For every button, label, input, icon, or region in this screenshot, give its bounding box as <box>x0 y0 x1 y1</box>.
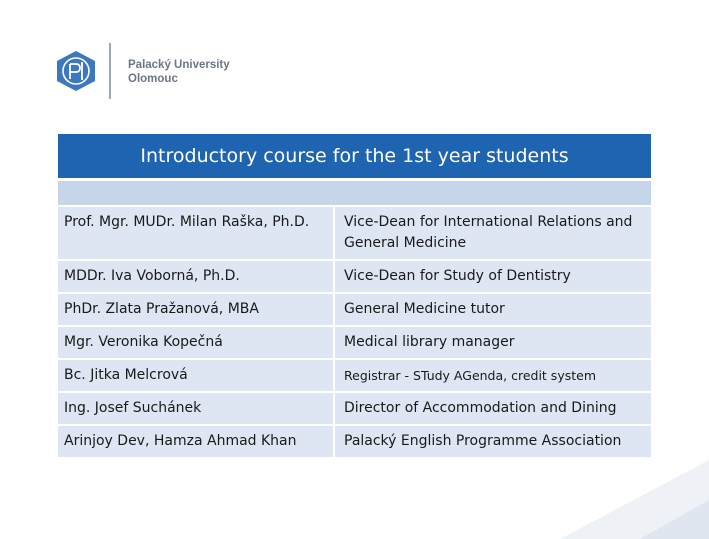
staff-name: Mgr. Veronika Kopečná <box>58 327 335 358</box>
staff-role: Vice-Dean for International Relations and General Medicine <box>344 214 633 251</box>
table-row <box>58 261 651 294</box>
staff-role: Registrar - STudy AGenda, credit system <box>344 368 597 383</box>
staff-role: Palacký English Programme Association <box>344 433 622 449</box>
table-row <box>58 327 651 360</box>
staff-name: MDDr. Iva Voborná, Ph.D. <box>58 261 335 292</box>
university-name <box>128 58 230 86</box>
table-title: Introductory course for the 1st year students <box>58 134 651 178</box>
staff-name: Bc. Jitka Melcrová <box>58 360 335 391</box>
staff-role: General Medicine tutor <box>344 301 505 317</box>
staff-name: Prof. Mgr. MUDr. Milan Raška, Ph.D. <box>58 207 335 259</box>
table-row <box>58 294 651 327</box>
staff-name: PhDr. Zlata Pražanová, MBA <box>58 294 335 325</box>
table-row <box>58 360 651 393</box>
staff-role: Medical library manager <box>344 334 515 350</box>
staff-role: Vice-Dean for Study of Dentistry <box>344 268 571 284</box>
table-row <box>58 393 651 426</box>
staff-table <box>58 134 651 459</box>
staff-name: Arinjoy Dev, Hamza Ahmad Khan <box>58 426 335 457</box>
staff-name: Ing. Josef Suchánek <box>58 393 335 424</box>
logo-divider <box>109 43 111 99</box>
table-row <box>58 207 651 261</box>
university-emblem-icon <box>55 50 97 92</box>
table-header-spacer <box>58 181 651 207</box>
university-name-line2: Olomouc <box>128 73 178 85</box>
table-row <box>58 426 651 459</box>
university-name-line1: Palacký University <box>128 59 230 71</box>
staff-role: Director of Accommodation and Dining <box>344 400 617 416</box>
